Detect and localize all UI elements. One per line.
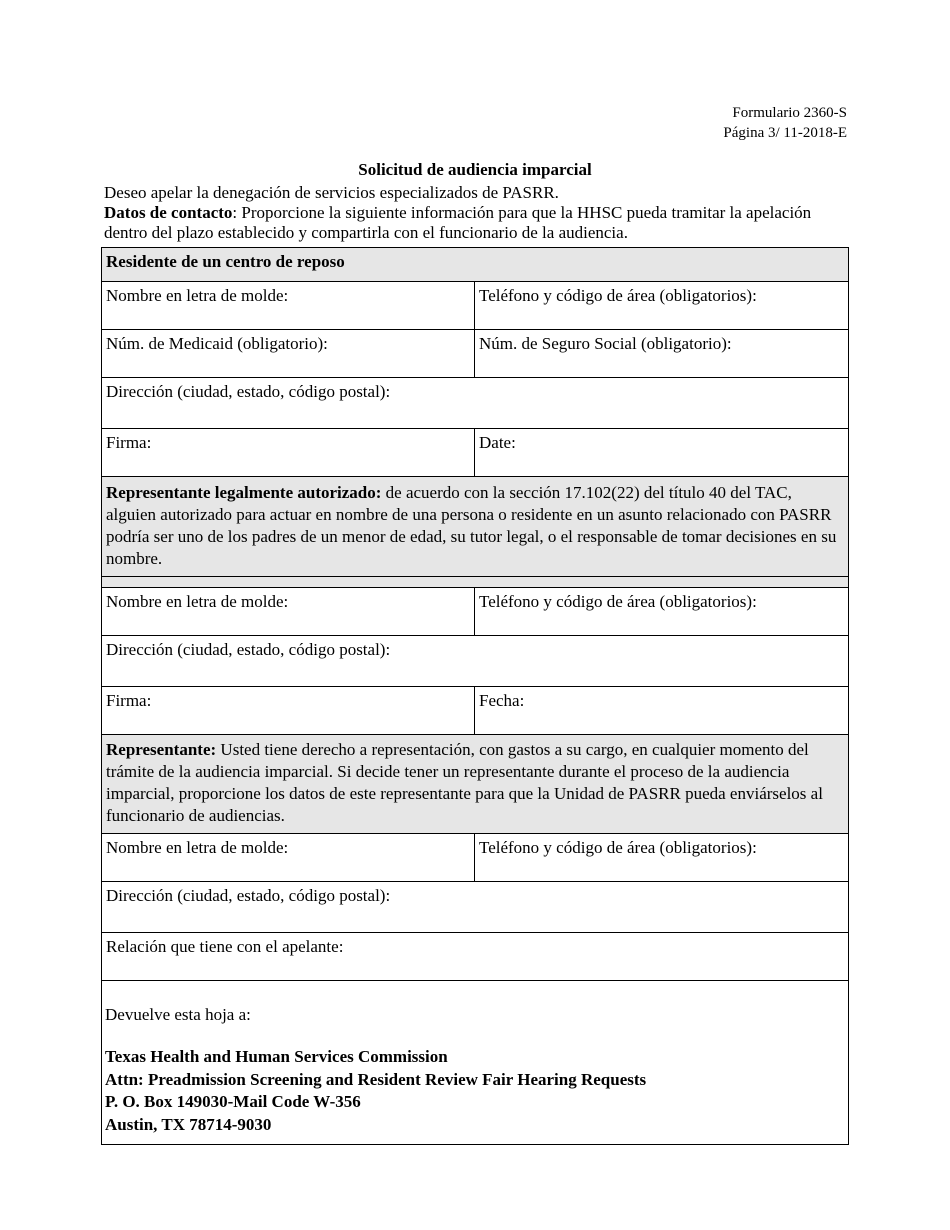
intro-line: Deseo apelar la denegación de servicios especializados de PASRR.: [104, 183, 559, 202]
representative-name-field[interactable]: Nombre en letra de molde:: [102, 834, 475, 881]
representative-row-address: [102, 882, 848, 933]
resident-signature-field[interactable]: Firma:: [102, 429, 475, 476]
return-label: Devuelve esta hoja a:: [105, 1005, 251, 1024]
resident-ssn-field[interactable]: Núm. de Seguro Social (obligatorio):: [479, 334, 732, 353]
lar-row-address: [102, 636, 848, 687]
lar-spacer: [102, 577, 848, 588]
lar-heading: Representante legalmente autorizado:: [106, 483, 382, 502]
resident-date-field[interactable]: Date:: [479, 433, 516, 452]
resident-section-header: [102, 248, 848, 282]
representative-description: [102, 735, 848, 833]
return-address-block: [102, 981, 848, 1144]
lar-signature-field[interactable]: Firma:: [102, 687, 475, 734]
lar-name-field[interactable]: Nombre en letra de molde:: [102, 588, 475, 635]
lar-date-field[interactable]: Fecha:: [479, 691, 525, 710]
intro: [104, 183, 854, 243]
address-line: Attn: Preadmission Screening and Resident Review Fair Hearing Requests: [105, 1069, 647, 1089]
resident-medicaid-field[interactable]: Núm. de Medicaid (obligatorio):: [102, 330, 475, 377]
lar-section-header: [102, 477, 848, 577]
resident-row-ids: [102, 330, 848, 378]
representative-row-name: [102, 834, 848, 882]
page-number: Página 3/ 11-2018-E: [723, 125, 847, 141]
return-address: [105, 1046, 845, 1136]
resident-row-signature: [102, 429, 848, 477]
representative-relationship-field[interactable]: Relación que tiene con el apelante:: [106, 937, 344, 956]
representative-row-relationship: [102, 933, 848, 981]
lar-description: [102, 477, 848, 576]
resident-phone-field[interactable]: Teléfono y código de área (obligatorios):: [479, 286, 757, 305]
address-line: P. O. Box 149030-Mail Code W-356: [105, 1092, 361, 1111]
address-line: Austin, TX 78714-9030: [105, 1114, 272, 1134]
resident-heading: Residente de un centro de reposo: [106, 252, 345, 271]
resident-name-field[interactable]: Nombre en letra de molde:: [102, 282, 475, 329]
hearing-request-form: [101, 247, 849, 1145]
lar-address-field[interactable]: Dirección (ciudad, estado, código postal):: [106, 640, 391, 659]
form-number: Formulario 2360-S: [732, 105, 847, 121]
lar-row-signature: [102, 687, 848, 735]
resident-address-field[interactable]: Dirección (ciudad, estado, código postal):: [106, 382, 391, 401]
lar-phone-field[interactable]: Teléfono y código de área (obligatorios):: [479, 592, 757, 611]
page-title: Solicitud de audiencia imparcial: [358, 160, 592, 179]
contact-label: Datos de contacto: [104, 203, 233, 222]
lar-row-name: [102, 588, 848, 636]
representative-heading: Representante:: [106, 740, 217, 759]
lar-text: de acuerdo con la sección 17.102(22) del título 40 del TAC, alguien autorizado para actuar en nombre de una persona o residente en un asunto relacionado con PASRR podría ser uno de los padres de un menor de edad, su tutor legal, o el responsable de tomar decisiones en su nombre.: [106, 483, 837, 568]
representative-address-field[interactable]: Dirección (ciudad, estado, código postal):: [106, 886, 391, 905]
return-address-section: [102, 981, 848, 1144]
resident-row-address: [102, 378, 848, 429]
contact-text: : Proporcione la siguiente información para que la HHSC pueda tramitar la apelación dentro del plazo establecido y compartirla con el funcionario de la audiencia.: [104, 203, 812, 242]
form-header: [647, 103, 847, 143]
representative-section-header: [102, 735, 848, 834]
representative-phone-field[interactable]: Teléfono y código de área (obligatorios):: [479, 838, 757, 857]
contact-instructions: [104, 203, 854, 243]
address-line: Texas Health and Human Services Commission: [105, 1047, 448, 1066]
resident-row-name: [102, 282, 848, 330]
representative-text: Usted tiene derecho a representación, con gastos a su cargo, en cualquier momento del trámite de la audiencia imparcial. Si decide tener un representante durante el proceso de la audiencia imparcial, proporcione los datos de este representante para que la Unidad de PASRR pueda enviárselos al funcionario de audiencias.: [106, 740, 823, 825]
spacer-cell: [102, 577, 848, 587]
